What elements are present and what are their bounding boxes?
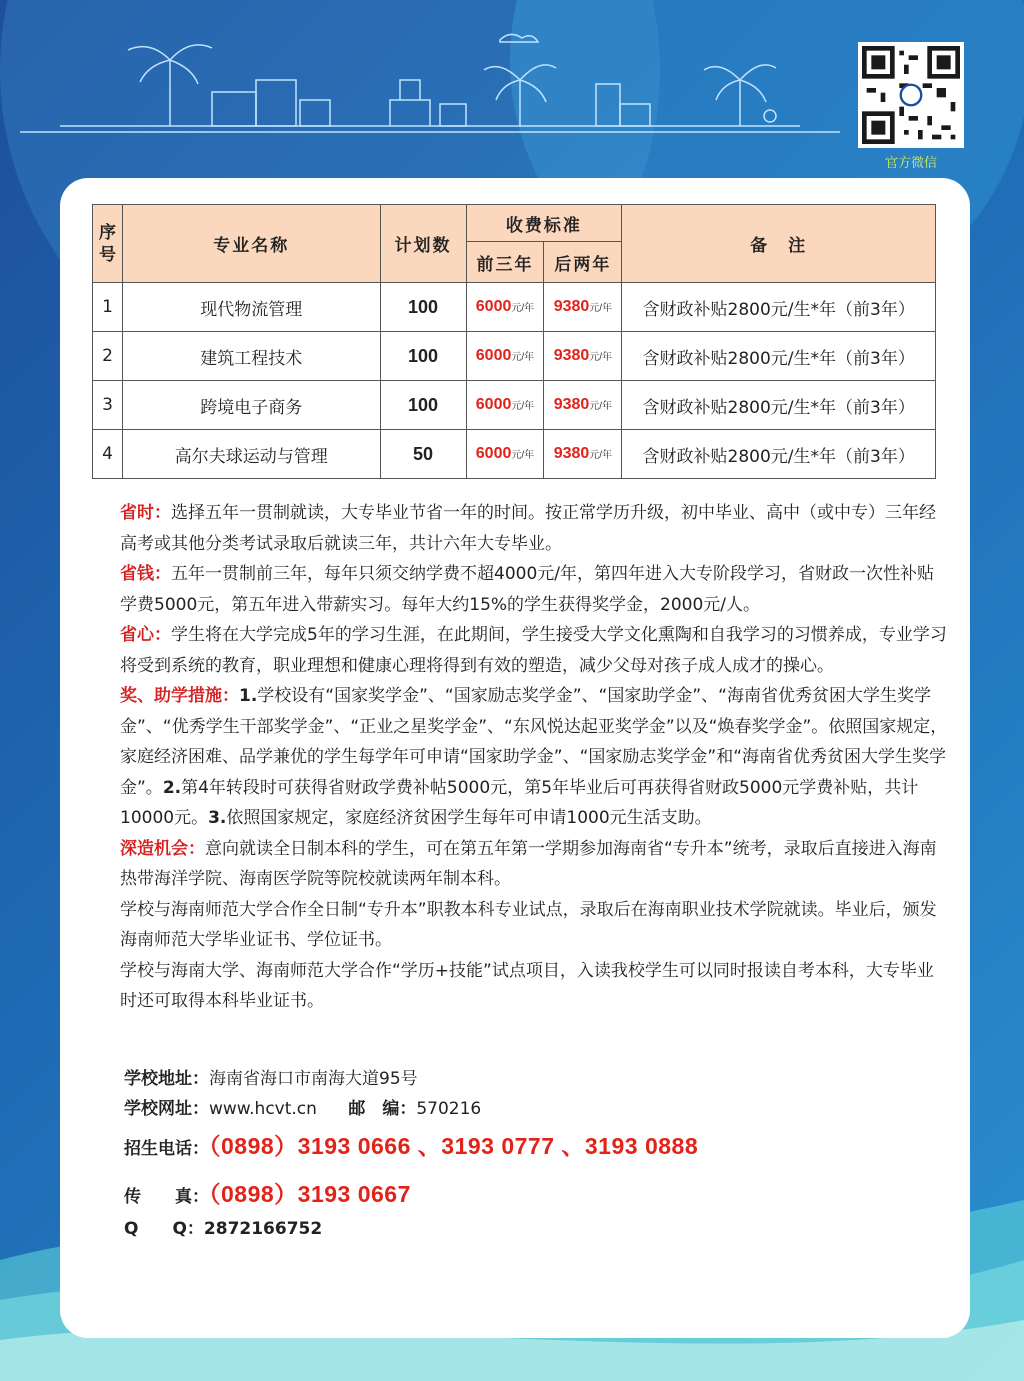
header-fee: 收费标准 — [466, 205, 622, 242]
row-plan: 100 — [380, 332, 466, 381]
row-remark: 含财政补贴2800元/生*年（前3年） — [622, 332, 936, 381]
website-line: 学校网址：www.hcvt.cn 邮 编：570216 — [124, 1099, 482, 1119]
row-fee-last: 9380元/年 — [544, 381, 622, 430]
header-plan: 计划数 — [380, 205, 466, 283]
row-fee-last: 9380元/年 — [544, 332, 622, 381]
paragraph-money: 省钱：五年一贯制前三年，每年只须交纳学费不超4000元/年，第四年进入大专阶段学习，省财政一次性补贴学费5000元，第五年进入带薪实习。每年大约15%的学生获得奖学金，2000元/人。 — [120, 564, 934, 615]
row-major: 建筑工程技术 — [122, 332, 380, 381]
row-remark: 含财政补贴2800元/生*年（前3年） — [622, 283, 936, 332]
row-plan: 100 — [380, 283, 466, 332]
table-row — [93, 430, 936, 479]
website-link[interactable]: www.hcvt.cn — [209, 1099, 317, 1119]
row-major: 现代物流管理 — [122, 283, 380, 332]
qq-line: Q Q：2872166752 — [124, 1219, 323, 1239]
qr-code-image — [862, 46, 960, 144]
row-plan: 100 — [380, 381, 466, 430]
skyline-illustration — [0, 20, 860, 140]
paragraph-time: 省时：选择五年一贯制就读，大专毕业节省一年的时间。按正常学历升级，初中毕业、高中（或中专）三年经高考或其他分类考试录取后就读三年，共计六年大专毕业。 — [120, 503, 936, 554]
row-major: 高尔夫球运动与管理 — [122, 430, 380, 479]
paragraph-heart: 省心：学生将在大学完成5年的学习生涯，在此期间，学生接受大学文化熏陶和自我学习的习惯养成，专业学习将受到系统的教育，职业理想和健康心理将得到有效的塑造，减少父母对孩子成人成才的操心。 — [120, 625, 947, 676]
table-row — [93, 283, 936, 332]
row-remark: 含财政补贴2800元/生*年（前3年） — [622, 430, 936, 479]
paragraph-further: 深造机会：意向就读全日制本科的学生，可在第五年第一学期参加海南省“专升本”统考，录取后直接进入海南热带海洋学院、海南医学院等院校就读两年制本科。 — [120, 838, 937, 889]
row-index: 2 — [93, 332, 123, 381]
fax-line: 传 真：（0898）3193 0667 — [124, 1181, 411, 1207]
benefits-text — [88, 498, 950, 1017]
header-remark: 备 注 — [622, 205, 936, 283]
row-index: 1 — [93, 283, 123, 332]
paragraph-coop2: 学校与海南大学、海南师范大学合作“学历+技能”试点项目，入读我校学生可以同时报读自考本科，大专毕业时还可取得本科毕业证书。 — [120, 960, 934, 1011]
row-index: 4 — [93, 430, 123, 479]
row-remark: 含财政补贴2800元/生*年（前3年） — [622, 381, 936, 430]
table-row — [93, 381, 936, 430]
row-fee-first: 6000元/年 — [466, 283, 544, 332]
row-fee-first: 6000元/年 — [466, 381, 544, 430]
fee-table — [92, 204, 936, 479]
paragraph-coop1: 学校与海南师范大学合作全日制“专升本”职教本科专业试点，录取后在海南职业技术学院就读。毕业后，颁发海南师范大学毕业证书、学位证书。 — [120, 899, 937, 950]
header-fee-last: 后两年 — [544, 242, 622, 283]
header-fee-first: 前三年 — [466, 242, 544, 283]
fax-number: （0898）3193 0667 — [209, 1181, 411, 1207]
header-major: 专业名称 — [122, 205, 380, 283]
qq-number: 2872166752 — [203, 1219, 323, 1239]
row-plan: 50 — [380, 430, 466, 479]
phone-number: （0898）3193 0666 、3193 0777 、3193 0888 — [209, 1133, 699, 1159]
paragraph-aid: 奖、助学措施：1.学校设有“国家奖学金”、“国家励志奖学金”、“国家助学金”、“海南省优秀贫困大学生奖学金”、“优秀学生干部奖学金”、“正业之星奖学金”、“东风悦达起亚奖学金”以及“焕春奖学金”。依照国家规定，家庭经济困难、品学兼优的学生每学年可申请“国家助学金”、“国家励志奖学金”和“海南省优秀贫困大学生奖学金”。2.第4年转段时可获得省财政学费补帖5000元，第5年毕业后可再获得省财政5000元学费补贴，共计10000元。3.依照国家规定，家庭经济贫困学生每年可申请1000元生活支助。 — [120, 686, 948, 828]
row-fee-first: 6000元/年 — [466, 430, 544, 479]
qr-code — [858, 42, 964, 148]
row-index: 3 — [93, 381, 123, 430]
header-index: 序号 — [93, 205, 123, 283]
row-major: 跨境电子商务 — [122, 381, 380, 430]
phone-line: 招生电话：（0898）3193 0666 、3193 0777 、3193 0888 — [124, 1133, 699, 1159]
address-line: 学校地址：海南省海口市南海大道95号 — [124, 1069, 418, 1089]
row-fee-last: 9380元/年 — [544, 283, 622, 332]
qr-label: 官方微信 — [884, 156, 937, 171]
row-fee-first: 6000元/年 — [466, 332, 544, 381]
table-row — [93, 332, 936, 381]
row-fee-last: 9380元/年 — [544, 430, 622, 479]
